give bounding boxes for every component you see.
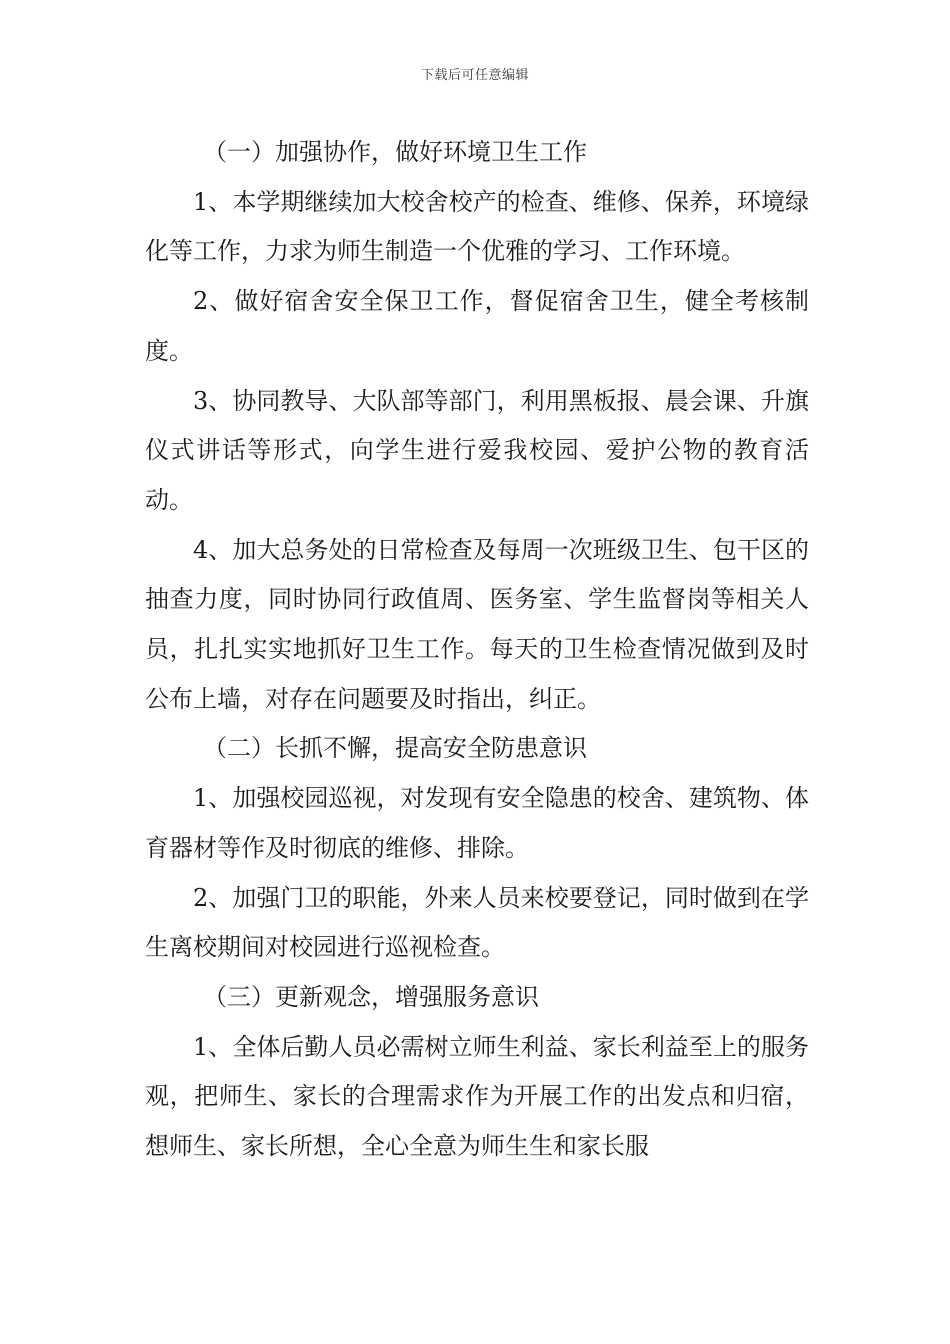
page-header: 下载后可任意编辑 bbox=[420, 68, 529, 83]
paragraph: 1、本学期继续加大校舍校产的检查、维修、保养，环境绿化等工作，力求为师生制造一个优雅的学习、工作环境。 bbox=[145, 187, 809, 266]
paragraph: 1、加强校园巡视，对发现有安全隐患的校舍、建筑物、体育器材等作及时彻底的维修、排除。 bbox=[145, 784, 809, 862]
paragraph: 3、协同教导、大队部等部门，利用黑板报、晨会课、升旗仪式讲话等形式，向学生进行爱我校园、爱护公物的教育活动。 bbox=[145, 386, 809, 514]
paragraph: 4、加大总务处的日常检查及每周一次班级卫生、包干区的抽查力度，同时协同行政值周、医务室、学生监督岗等相关人员，扎扎实实地抓好卫生工作。每天的卫生检查情况做到及时公布上墙，对存在问题要及时指出，纠正。 bbox=[145, 535, 809, 713]
section-heading-2: （二）长抓不懈，提高安全防患意识 bbox=[203, 734, 587, 763]
paragraph: 2、加强门卫的职能，外来人员来校要登记，同时做到在学生离校期间对校园进行巡视检查。 bbox=[145, 883, 809, 962]
paragraph: 1、全体后勤人员必需树立师生利益、家长利益至上的服务观，把师生、家长的合理需求作为开展工作的出发点和归宿，想师生、家长所想，全心全意为师生生和家长服 bbox=[145, 1032, 809, 1161]
section-heading-1: （一）加强协作，做好环境卫生工作 bbox=[203, 138, 587, 166]
section-heading-3: （三）更新观念，增强服务意识 bbox=[203, 982, 539, 1011]
paragraph: 2、做好宿舍安全保卫工作，督促宿舍卫生，健全考核制度。 bbox=[145, 287, 809, 365]
document-body bbox=[145, 128, 809, 1172]
